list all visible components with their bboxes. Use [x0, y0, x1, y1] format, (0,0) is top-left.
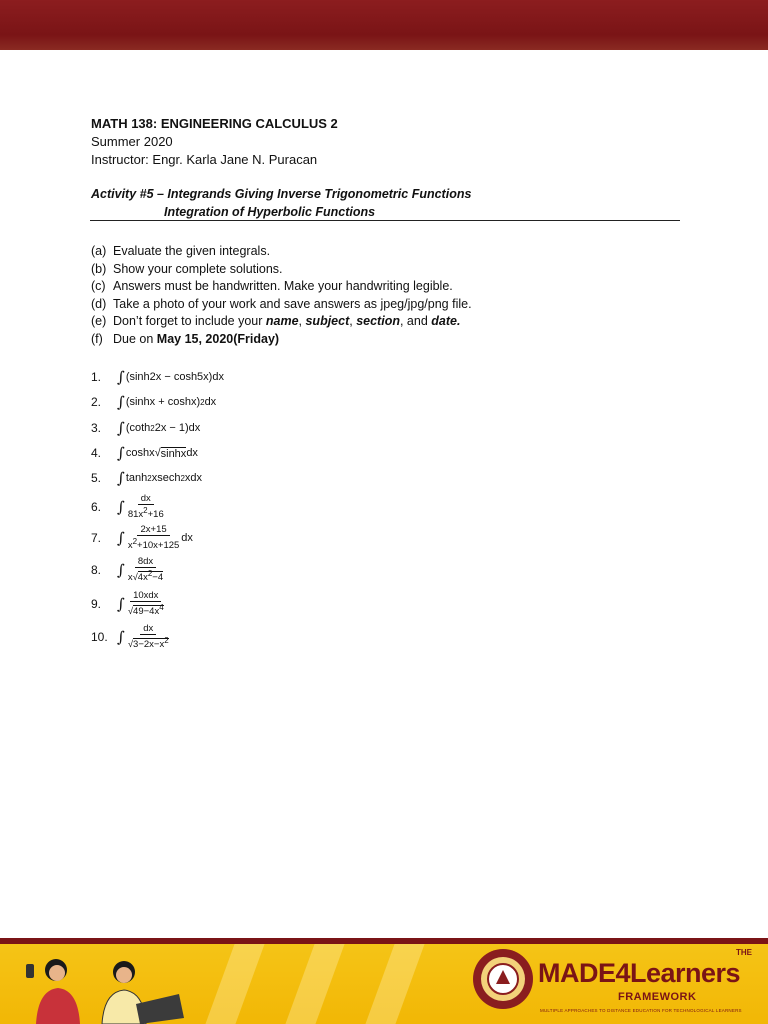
- sqrt-icon: √: [132, 572, 138, 584]
- integral-sign-icon: ∫: [117, 497, 125, 516]
- problem-8: 8. ∫ $\frac{8dx}{x√4x^2-4}$: [91, 556, 164, 584]
- instruction-b: (b) Show your complete solutions.: [91, 261, 283, 276]
- problem-4: 4. ∫ coshx √ sinhx dx: [91, 444, 198, 462]
- integral-sign-icon: ∫: [117, 560, 125, 579]
- instruction-a: (a) Evaluate the given integrals.: [91, 244, 271, 258]
- document-header: [91, 115, 338, 169]
- integral-sign-icon: ∫: [117, 594, 125, 613]
- instruction-f: (f) Due on May 15, 2020(Friday): [91, 331, 280, 346]
- activity-line-1: Activity #5 – Integrands Giving Inverse Trigonometric Functions: [91, 187, 472, 201]
- instructor: Instructor: Engr. Karla Jane N. Puracan: [91, 152, 318, 167]
- instruction-d: (d) Take a photo of your work and save answers as jpeg/jpg/png file.: [91, 296, 472, 311]
- sqrt-icon: √: [127, 606, 134, 618]
- problem-7: 7. ∫ $\frac{2x+15}{x^2+10x+125}$ dx: [91, 524, 193, 552]
- course-title: MATH 138: ENGINEERING CALCULUS 2: [91, 116, 338, 131]
- fraction: $\frac{dx}{81x^2+16}$: [127, 493, 164, 521]
- framework-label: FRAMEWORK: [618, 991, 697, 1003]
- activity-line-2: Integration of Hyperbolic Functions: [164, 205, 376, 219]
- students-illustration: [14, 946, 194, 1024]
- problem-6: 6. ∫ $\frac{dx}{81x^2+16}$: [91, 493, 164, 521]
- fraction: $\frac{8dx}{x√4x^2-4}$: [127, 556, 164, 584]
- problem-10: 10. ∫ $\frac{dx}{√3-2x-x^2}$: [91, 623, 169, 651]
- problem-5: 5. ∫ tanh 2 xsech 2 xdx: [91, 469, 203, 487]
- footer-banner: [0, 938, 768, 1024]
- fraction: $\frac{\text{10xdx}}{√49-4x^4}$: [127, 590, 164, 618]
- integral-sign-icon: ∫: [117, 627, 125, 646]
- integral-sign-icon: ∫: [117, 393, 125, 411]
- instruction-c: (c) Answers must be handwritten. Make your handwriting legible.: [91, 279, 453, 293]
- instruction-e: (e) Don’t forget to include your name, subject, section, and date.: [91, 314, 461, 328]
- term: Summer 2020: [91, 134, 173, 149]
- integral-sign-icon: ∫: [117, 469, 125, 487]
- divider: [90, 220, 680, 221]
- integral-sign-icon: ∫: [117, 528, 125, 547]
- top-banner: [0, 0, 768, 50]
- integral-sign-icon: ∫: [117, 419, 125, 437]
- fraction: $\frac{dx}{√3-2x-x^2}$: [127, 623, 169, 651]
- activity-title: [91, 185, 471, 221]
- problem-1: 1. ∫ (sinh2x − cosh5x)dx: [91, 368, 224, 386]
- instructions-list: [91, 243, 472, 348]
- brand-logo-text: MADE4Learners: [538, 958, 741, 988]
- university-seal-logo: [472, 948, 534, 1010]
- fraction: $\frac{2x+15}{x^2+10x+125}$: [127, 524, 180, 552]
- sqrt-icon: √: [127, 639, 134, 651]
- tagline: MULTIPLE APPROACHES TO DISTANCE EDUCATION FOR TECHNOLOGICAL LEARNERS: [540, 1008, 742, 1013]
- logo-the: THE: [736, 948, 752, 957]
- problem-3: 3. ∫ (coth 2 2x − 1)dx: [91, 419, 201, 437]
- sqrt-icon: √: [154, 447, 161, 459]
- problem-2: 2. ∫ (sinhx + coshx) 2 dx: [91, 393, 217, 411]
- integral-sign-icon: ∫: [117, 444, 125, 462]
- integral-sign-icon: ∫: [117, 368, 125, 386]
- problem-9: 9. ∫ $\frac{\text{10xdx}}{√49-4x^4}$: [91, 590, 164, 618]
